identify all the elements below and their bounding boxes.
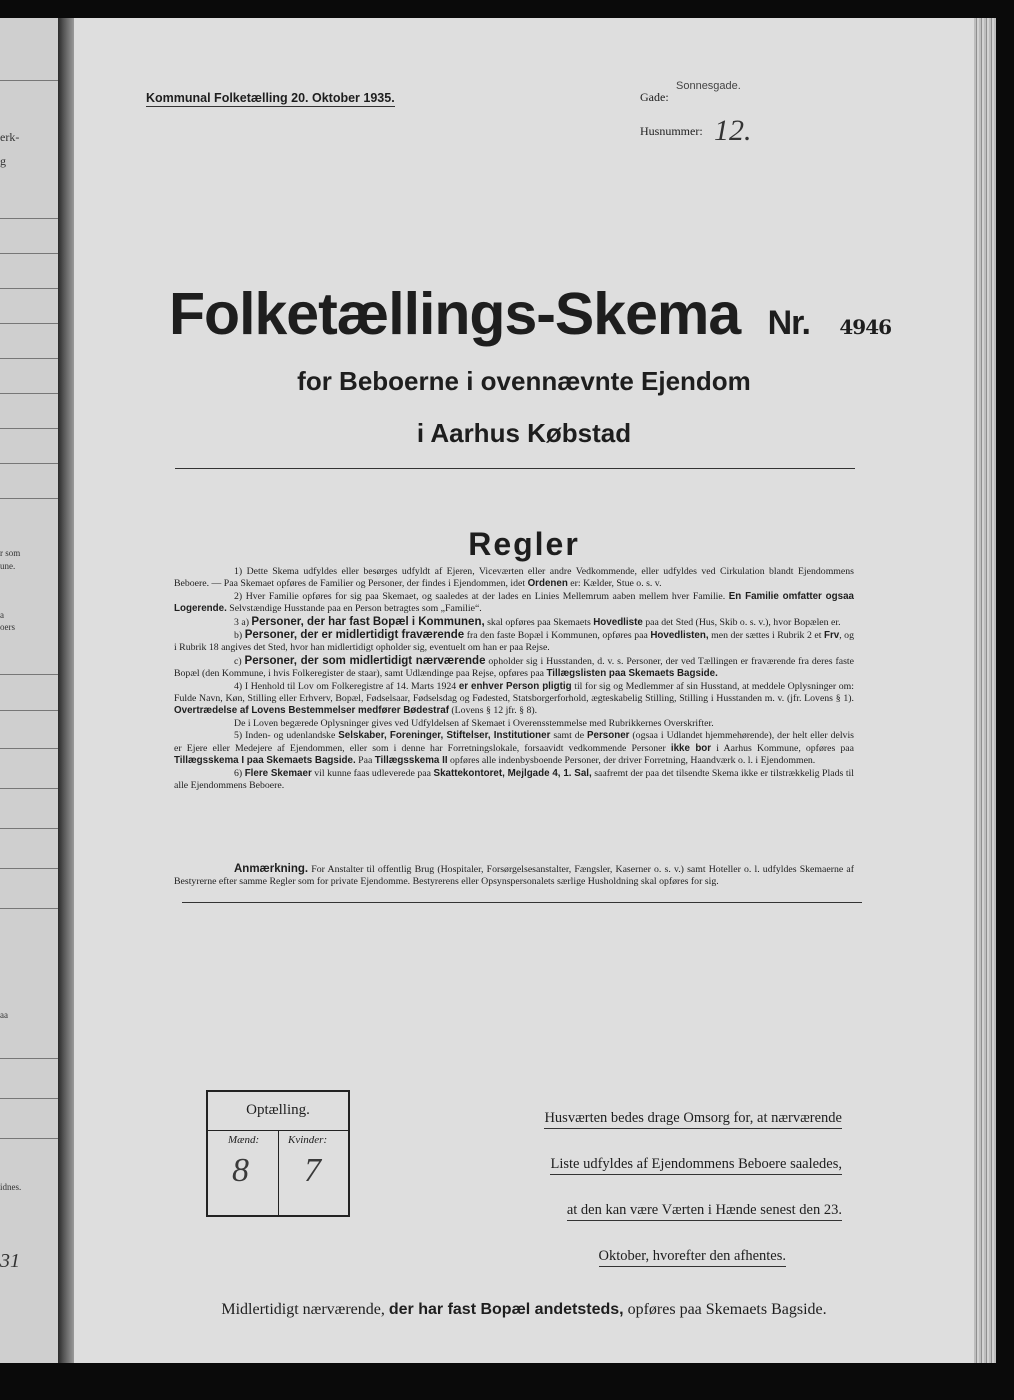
footer-text: opføres paa Skemaets Bagside.: [623, 1301, 827, 1318]
men-label: Mænd:: [228, 1134, 260, 1146]
divider: [0, 908, 58, 909]
form-location: i Aarhus Købstad: [416, 418, 632, 448]
landlord-instructions: [510, 1100, 842, 1284]
form-title: [169, 280, 891, 348]
census-title: Kommunal Folketælling 20. Oktober 1935.: [146, 91, 395, 105]
rule-4-note: De i Loven begærede Oplysninger gives ved Udfyldelsen af Skemaet i Overensstemmelse med Rubrikkernes Overskrifter.: [234, 717, 714, 729]
street-label: Gade:: [640, 90, 669, 104]
fragment-text: une.: [0, 561, 16, 571]
rules-text: [174, 566, 854, 792]
divider: [175, 468, 855, 469]
form-subtitle: for Beboerne i ovennævnte Ejendom: [297, 366, 751, 396]
footer-note: [74, 1301, 974, 1319]
divider: [0, 748, 58, 749]
footer-bold-text: der har fast Bopæl andetsteds,: [388, 1301, 624, 1318]
fragment-text: g: [0, 154, 6, 168]
divider: [0, 674, 58, 675]
instruction-line: Oktober, hvorefter den afhentes.: [599, 1246, 786, 1267]
divider: [0, 288, 58, 289]
house-number-value: 12.: [714, 114, 752, 147]
census-form-page: [74, 18, 974, 1363]
count-box-title: Optælling.: [208, 1092, 348, 1131]
book-spine: [58, 18, 74, 1363]
divider: [0, 80, 58, 81]
divider: [0, 788, 58, 789]
divider: [0, 1098, 58, 1099]
form-number-label: Nr.: [767, 304, 810, 342]
count-box: [206, 1090, 350, 1217]
divider: [0, 1058, 58, 1059]
women-label: Kvinder:: [288, 1134, 328, 1146]
women-count: 7: [304, 1152, 321, 1189]
left-page-fragment: [0, 18, 58, 1363]
divider: [0, 218, 58, 219]
rule-3b: b) Personer, der er midlertidigt fraværende fra den faste Bopæl i Kommunen, opføres paa Hovedlisten, men der sættes i Rubrik 2 et Frv, og i Rubrik 18 angives det Sted, hvor han midlertidigt opholder sig, eventuelt om han er paa Rejse.: [174, 629, 854, 654]
rules-heading: Regler: [468, 526, 580, 562]
page-edges: [974, 18, 996, 1363]
fragment-text: erk-: [0, 130, 20, 144]
divider: [0, 868, 58, 869]
divider: [0, 463, 58, 464]
fragment-text: oers: [0, 622, 15, 632]
house-number-label: Husnummer:: [640, 124, 703, 138]
instruction-line: Husværten bedes drage Omsorg for, at nærværende: [544, 1108, 842, 1129]
remark-text: For Anstalter til offentlig Brug (Hospitaler, Forsørgelsesanstalter, Fængsler, Kaserner o. s. v.) samt Hoteller o. l. udfyldes Skemaerne af Bestyrerne efter samme Regler som for private Ejendomme. Bestyrerens eller Opsynspersonalets særlige Husholdning skal opføres for sig.: [174, 864, 854, 888]
rule-4: 4) I Henhold til Lov om Folkeregistre af 14. Marts 1924 er enhver Person pligtig til for sig og Medlemmer af sin Husstand, at meddele Oplysninger om: Fulde Navn, Køn, Stilling eller Erhverv, Bopæl, Fødselsaar, Fødselsdag og Fødested, Statsborgerforhold, ægteskabelig Stilling, Stilling i Husstanden m. v. (jfr. Lovens § 1). Overtrædelse af Lovens Bestemmelser medfører Bødestraf (Lovens § 12 jfr. § 8).: [174, 680, 854, 717]
divider: [0, 828, 58, 829]
count-box-separator: [278, 1130, 279, 1215]
fragment-handwriting: 31: [0, 1250, 20, 1272]
divider: [0, 323, 58, 324]
rule-1: 1) Dette Skema udfyldes eller besørges udfyldt af Ejeren, Viceværten eller andre Vedkommende, eller udfyldes ved Cirkulation blandt Ejendommens Beboere. — Paa Skemaet opføres de Familier og Personer, der findes i Ejendommen, idet Ordenen er: Kælder, Stue o. s. v.: [174, 566, 854, 590]
remark-label: Anmærkning.: [234, 863, 309, 875]
remark-paragraph: [174, 863, 854, 889]
rule-3c: c) Personer, der som midlertidigt nærværende opholder sig i Husstanden, d. v. s. Personer, der ved Tællingen er fraværende fra deres faste Bopæl (den Kommune, i hvis Folkeregister de staar), samt Udlændinge paa Rejse, opføres paa Tillægslisten paa Skemaets Bagside.: [174, 654, 855, 680]
divider: [0, 393, 58, 394]
divider: [0, 710, 58, 711]
instruction-line: at den kan være Værten i Hænde senest den 23.: [567, 1200, 842, 1221]
fragment-text: aa: [0, 1010, 8, 1020]
fragment-text: a: [0, 610, 4, 620]
divider: [0, 1138, 58, 1139]
men-count: 8: [232, 1152, 249, 1189]
form-number-value: 4946: [839, 315, 892, 339]
instruction-line: Liste udfyldes af Ejendommens Beboere saaledes,: [550, 1154, 842, 1175]
fragment-text: r som: [0, 548, 21, 558]
fragment-text: idnes.: [0, 1182, 22, 1192]
divider: [0, 253, 58, 254]
divider: [0, 358, 58, 359]
form-title-text: Folketællings-Skema: [169, 281, 741, 347]
rule-2: 2) Hver Familie opføres for sig paa Skemaet, og saaledes at der lades en Linies Mellemrum aaben mellem hver Familie. En Familie omfatter ogsaa Logerende. Selvstændige Husstande paa en Person betragtes som „Familie“.: [174, 590, 854, 615]
divider: [0, 498, 58, 499]
rule-5: 5) Inden- og udenlandske Selskaber, Foreninger, Stiftelser, Institutioner samt de Personer (ogsaa i Udlandet hjemmehørende), der helt eller delvis er Ejere eller Medejere af Ejendommen, eller som i denne har Forretningslokale, forsaavidt vedkommende Personer ikke bor i Aarhus Kommune, opføres paa Tillægsskema I paa Skemaets Bagside. Paa Tillægsskema II opføres alle indenbysboende Personer, der driver Forretning, Haandværk o. l. i Ejendommen.: [174, 730, 854, 767]
divider: [0, 428, 58, 429]
divider: [182, 902, 862, 903]
footer-text: Midlertidigt nærværende,: [221, 1301, 389, 1318]
rule-6: 6) Flere Skemaer vil kunne faas udleverede paa Skattekontoret, Mejlgade 4, 1. Sal, saafremt der paa det tilsendte Skema ikke er tilstrækkelig Plads til alle Ejendommens Beboere.: [174, 767, 854, 791]
rule-3a: 3 a) Personer, der har fast Bopæl i Kommunen, skal opføres paa Skemaets Hovedliste paa det Sted (Hus, Skib o. s. v.), hvor Bopælen er.: [234, 615, 841, 628]
street-value: Sonnesgade.: [676, 80, 741, 92]
